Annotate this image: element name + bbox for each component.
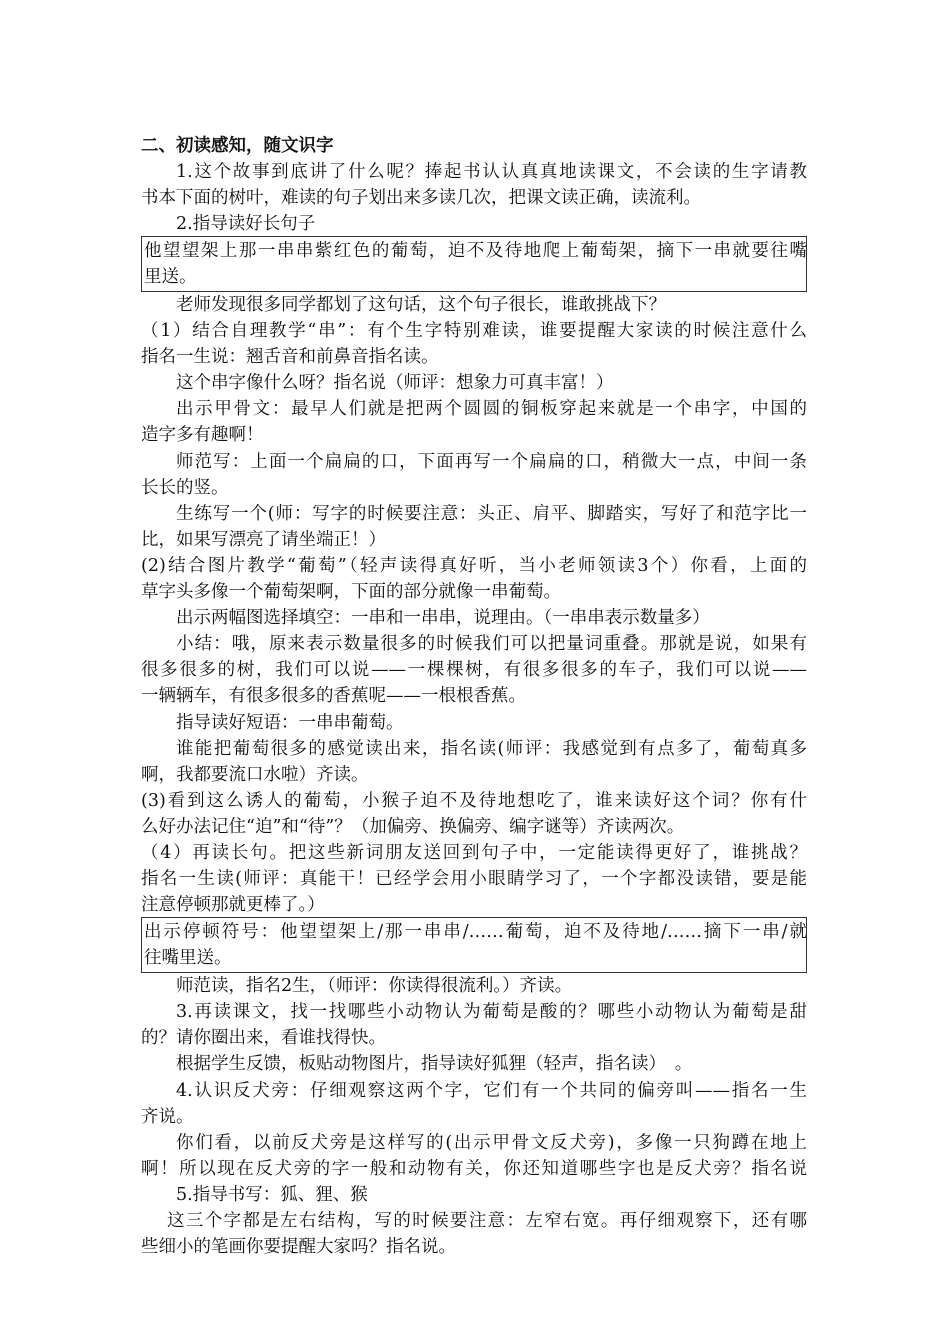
text-line: 注意停顿那就更棒了。） bbox=[141, 895, 325, 915]
text-line: （1）结合自理教学“串”：有个生字特别难读，谁要提醒大家读的时候注意什么 bbox=[141, 321, 807, 341]
text-line: 造字多有趣啊！ bbox=[141, 425, 264, 445]
text-line: 出示停顿符号：他望望架上/那一串串/……葡萄，迫不及待地/……摘下一串/就 bbox=[144, 922, 807, 942]
text-line: 出示两幅图选择填空：一串和一串串，说理由。（一串串表示数量多） bbox=[176, 608, 710, 628]
text-line: 生练写一个(师：写字的时候要注意：头正、肩平、脚踏实，写好了和范字比一 bbox=[176, 504, 807, 524]
text-line: （4）再读长句。把这些新词朋友送回到句子中，一定能读得更好了，谁挑战？ bbox=[141, 843, 807, 863]
text-line: 小结：哦，原来表示数量很多的时候我们可以把量词重叠。那就是说，如果有 bbox=[176, 634, 807, 654]
text-line: 师范写：上面一个扁扁的口，下面再写一个扁扁的口，稍微大一点，中间一条 bbox=[176, 452, 807, 472]
text-line: 往嘴里送。 bbox=[144, 948, 232, 968]
text-line: 的？请你圈出来，看谁找得快。 bbox=[141, 1028, 386, 1048]
text-line: 你们看，以前反犬旁是这样写的(出示甲骨文反犬旁)，多像一只狗蹲在地上 bbox=[176, 1133, 807, 1153]
text-line: 出示甲骨文：最早人们就是把两个圆圆的铜板穿起来就是一个串字，中国的 bbox=[176, 399, 807, 419]
text-line: 这个串字像什么呀？指名说（师评：想象力可真丰富！） bbox=[176, 373, 614, 393]
text-line: 啊，我都要流口水啦）齐读。 bbox=[141, 765, 369, 785]
text-line: 3.再读课文，找一找哪些小动物认为葡萄是酸的？哪些小动物认为葡萄是甜 bbox=[176, 1002, 807, 1022]
text-line: 草字头多像一个葡萄架啊，下面的部分就像一串葡萄。 bbox=[141, 582, 561, 602]
text-line: 指名一生说：翘舌音和前鼻音指名读。 bbox=[141, 347, 439, 367]
text-line: 4.认识反犬旁：仔细观察这两个字，它们有一个共同的偏旁叫——指名一生 bbox=[176, 1081, 807, 1101]
text-line: 这三个字都是左右结构，写的时候要注意：左窄右宽。再仔细观察下，还有哪 bbox=[167, 1211, 807, 1231]
text-line: 他望望架上那一串串紫红色的葡萄，迫不及待地爬上葡萄架，摘下一串就要往嘴 bbox=[144, 241, 807, 261]
text-line: 2.指导读好长句子 bbox=[176, 214, 316, 234]
text-line: 谁能把葡萄很多的感觉读出来，指名读(师评：我感觉到有点多了，葡萄真多 bbox=[176, 739, 807, 759]
text-line: 么好办法记住“迫”和“待”？（加偏旁、换偏旁、编字谜等）齐读两次。 bbox=[141, 817, 685, 837]
text-line: 很多很多的树，我们可以说——一棵棵树，有很多很多的车子，我们可以说—— bbox=[141, 660, 807, 680]
text-line: 里送。 bbox=[144, 267, 197, 287]
text-line: 比，如果写漂亮了请坐端正！） bbox=[141, 530, 386, 550]
text-line: 啊！所以现在反犬旁的字一般和动物有关，你还知道哪些字也是反犬旁？指名说 bbox=[141, 1159, 807, 1179]
text-line: 根据学生反馈，板贴动物图片，指导读好狐狸（轻声，指名读） 。 bbox=[176, 1054, 693, 1074]
text-line: 指导读好短语：一串串葡萄。 bbox=[176, 713, 404, 733]
text-line: 师范读，指名2生，（师评：你读得很流利。）齐读。 bbox=[176, 976, 573, 996]
text-line: (3)看到这么诱人的葡萄，小猴子迫不及待地想吃了，谁来读好这个词？你有什 bbox=[141, 791, 807, 811]
text-line: 些细小的笔画你要提醒大家吗？指名说。 bbox=[141, 1237, 456, 1257]
section-heading: 二、初读感知，随文识字 bbox=[141, 136, 334, 156]
text-line: 1.这个故事到底讲了什么呢？捧起书认认真真地读课文，不会读的生字请教 bbox=[176, 162, 807, 182]
text-line: 5.指导书写：狐、狸、猴 bbox=[176, 1185, 368, 1205]
text-line: 指名一生读(师评：真能干！已经学会用小眼睛学习了，一个字都没读错，要是能 bbox=[141, 869, 807, 889]
text-line: 长长的竖。 bbox=[141, 478, 229, 498]
text-line: 一辆辆车，有很多很多的香蕉呢——一根根香蕉。 bbox=[141, 686, 526, 706]
text-line: 书本下面的树叶，难读的句子划出来多读几次，把课文读正确，读流利。 bbox=[141, 188, 701, 208]
text-line: 齐说。 bbox=[141, 1107, 194, 1127]
text-line: (2)结合图片教学“葡萄”（轻声读得真好听，当小老师领读3个）你看，上面的 bbox=[141, 556, 807, 576]
text-line: 老师发现很多同学都划了这句话，这个句子很长，谁敢挑战下？ bbox=[176, 295, 666, 315]
